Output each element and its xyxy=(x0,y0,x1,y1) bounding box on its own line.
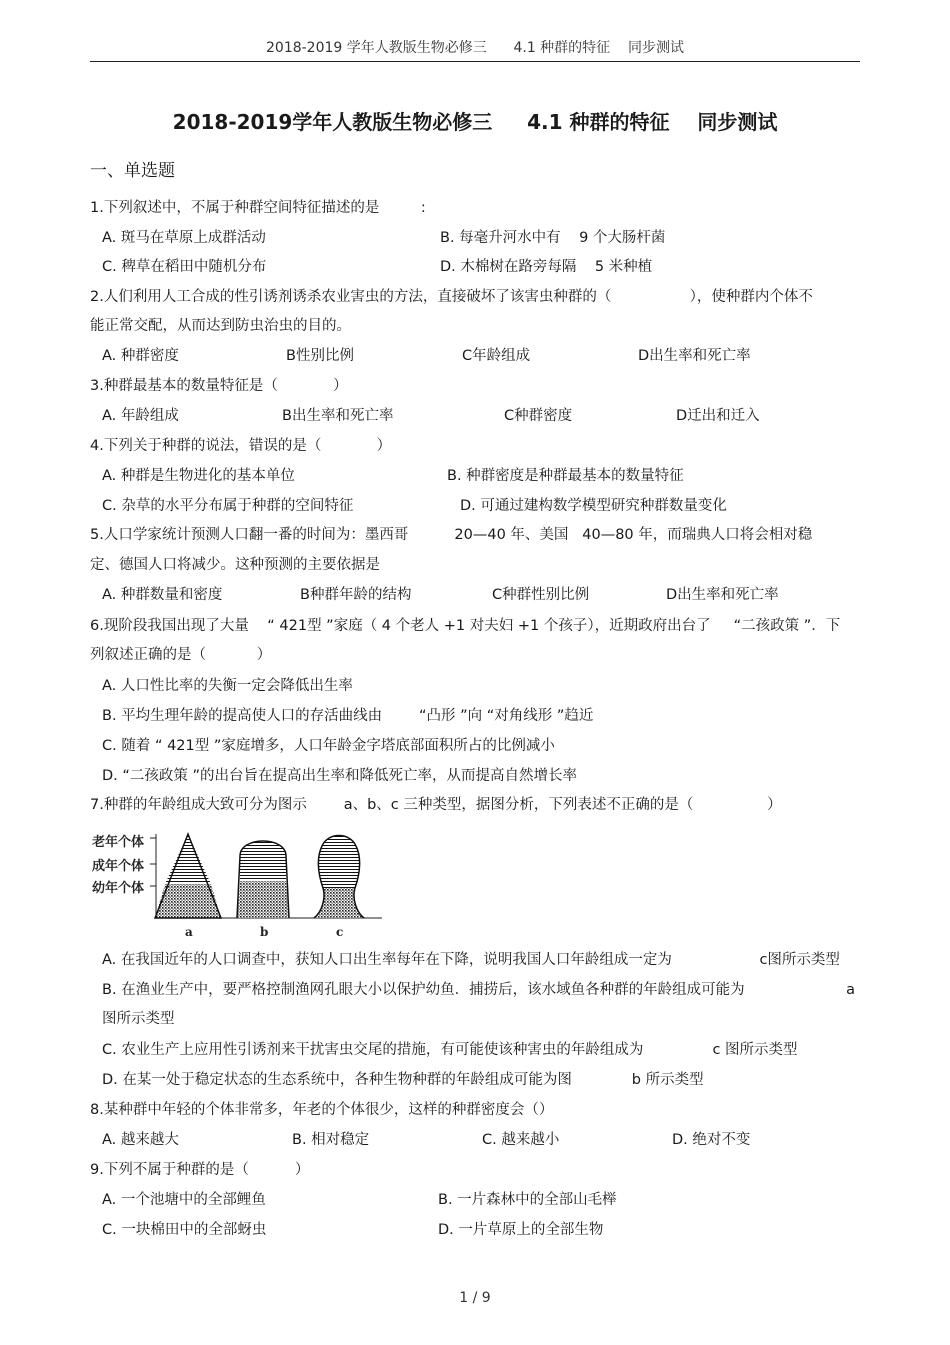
option-7b-line-2: 图所示类型 xyxy=(102,1011,175,1027)
option-4d: D. 可通过建构数学模型研究种群数量变化 xyxy=(460,498,727,514)
panel-label-a: a xyxy=(185,925,193,939)
option-9c: C. 一块棉田中的全部蚜虫 xyxy=(102,1222,267,1238)
option-2c: C年龄组成 xyxy=(462,348,531,364)
option-9b: B. 一片森林中的全部山毛榉 xyxy=(438,1192,617,1208)
question-5-line-1: 5.人口学家统计预测人口翻一番的时间为：墨西哥 20—40 年、美国 40—80 年，而瑞典人口将会相对稳 xyxy=(90,527,813,543)
question-3: 3.种群最基本的数量特征是（ ） xyxy=(90,378,348,394)
shape-b-stable xyxy=(237,841,289,918)
label-young: 幼年个体 xyxy=(92,881,145,896)
option-5a: A. 种群数量和密度 xyxy=(102,587,223,603)
option-6b: B. 平均生理年龄的提高使人口的存活曲线由 “凸形 ”向 “对角线形 ”趋近 xyxy=(102,708,594,724)
option-1b: B. 每毫升河水中有 9 个大肠杆菌 xyxy=(440,230,666,246)
option-2d: D出生率和死亡率 xyxy=(638,348,751,364)
page-number: 1 / 9 xyxy=(459,1290,491,1306)
option-9a: A. 一个池塘中的全部鲤鱼 xyxy=(102,1192,266,1208)
shape-c-declining xyxy=(314,836,364,919)
option-5b: B种群年龄的结构 xyxy=(300,587,412,603)
question-6-line-1: 6.现阶段我国出现了大量 “ 421型 ”家庭（ 4 个老人 +1 对夫妇 +1 个孩子），近期政府出台了 “二孩政策 ”．下 xyxy=(90,618,841,634)
option-5c: C种群性别比例 xyxy=(492,587,590,603)
header-rule xyxy=(90,61,860,62)
option-1d: D. 木棉树在路旁每隔 5 米种植 xyxy=(440,259,653,275)
option-4b: B. 种群密度是种群最基本的数量特征 xyxy=(447,468,684,484)
option-2b: B性别比例 xyxy=(286,348,354,364)
option-4a: A. 种群是生物进化的基本单位 xyxy=(102,468,295,484)
option-8c: C. 越来越小 xyxy=(482,1132,560,1148)
option-6d: D. “二孩政策 ”的出台旨在提高出生率和降低死亡率，从而提高自然增长率 xyxy=(102,768,578,784)
option-1a: A. 斑马在草原上成群活动 xyxy=(102,230,266,246)
question-2-line-2: 能正常交配，从而达到防虫治虫的目的。 xyxy=(90,318,351,334)
option-1c: C. 稗草在稻田中随机分布 xyxy=(102,259,267,275)
question-8: 8.某种群中年轻的个体非常多，年老的个体很少，这样的种群密度会（） xyxy=(90,1102,554,1118)
option-2a: A. 种群密度 xyxy=(102,348,179,364)
question-4: 4.下列关于种群的说法，错误的是（ ） xyxy=(90,438,392,454)
question-2-line-1: 2.人们利用人工合成的性引诱剂诱杀农业害虫的方法，直接破坏了该害虫种群的（ ），使种群内个体不 xyxy=(90,289,813,305)
option-7d: D. 在某一处于稳定状态的生态系统中，各种生物种群的年龄组成可能为图 b 所示类型 xyxy=(102,1072,704,1088)
option-4c: C. 杂草的水平分布属于种群的空间特征 xyxy=(102,498,354,514)
section-heading: 一、单选题 xyxy=(90,161,175,181)
option-8a: A. 越来越大 xyxy=(102,1132,179,1148)
label-adult: 成年个体 xyxy=(92,859,145,874)
option-3d: D迁出和迁入 xyxy=(676,408,760,424)
option-7c: C. 农业生产上应用性引诱剂来干扰害虫交尾的措施，有可能使该种害虫的年龄组成为 c 图所示类型 xyxy=(102,1042,798,1058)
option-6c: C. 随着 “ 421型 ”家庭增多，人口年龄金字塔底部面积所占的比例减小 xyxy=(102,738,555,754)
shape-a-increasing xyxy=(155,834,221,918)
question-5-line-2: 定、德国人口将减少。这种预测的主要依据是 xyxy=(90,557,380,573)
panel-label-b: b xyxy=(260,925,269,939)
age-structure-figure xyxy=(90,826,385,942)
option-3a: A. 年龄组成 xyxy=(102,408,179,424)
question-7: 7.种群的年龄组成大致可分为图示 a、b、c 三种类型，据图分析，下列表述不正确的是（ ） xyxy=(90,797,782,813)
document-title: 2018-2019学年人教版生物必修三 4.1 种群的特征 同步测试 xyxy=(172,110,778,134)
question-1: 1.下列叙述中，不属于种群空间特征描述的是 : xyxy=(90,200,426,216)
option-3c: C种群密度 xyxy=(504,408,573,424)
option-8b: B. 相对稳定 xyxy=(292,1132,370,1148)
option-8d: D. 绝对不变 xyxy=(672,1132,751,1148)
option-5d: D出生率和死亡率 xyxy=(666,587,779,603)
option-9d: D. 一片草原上的全部生物 xyxy=(438,1222,604,1238)
page-header: 2018-2019 学年人教版生物必修三 4.1 种群的特征 同步测试 xyxy=(266,40,684,56)
option-3b: B出生率和死亡率 xyxy=(282,408,394,424)
option-7a: A. 在我国近年的人口调查中，获知人口出生率每年在下降，说明我国人口年龄组成一定为 c图所示类型 xyxy=(102,952,840,968)
question-9: 9.下列不属于种群的是（ ） xyxy=(90,1162,310,1178)
label-old: 老年个体 xyxy=(92,835,145,850)
question-6-line-2: 列叙述正确的是（ ） xyxy=(90,647,272,663)
panel-label-c: c xyxy=(336,925,344,939)
option-7b-line-1: B. 在渔业生产中，要严格控制渔网孔眼大小以保护幼鱼．捕捞后，该水域鱼各种群的年龄组成可能为 a xyxy=(102,982,855,998)
option-6a: A. 人口性比率的失衡一定会降低出生率 xyxy=(102,678,353,694)
